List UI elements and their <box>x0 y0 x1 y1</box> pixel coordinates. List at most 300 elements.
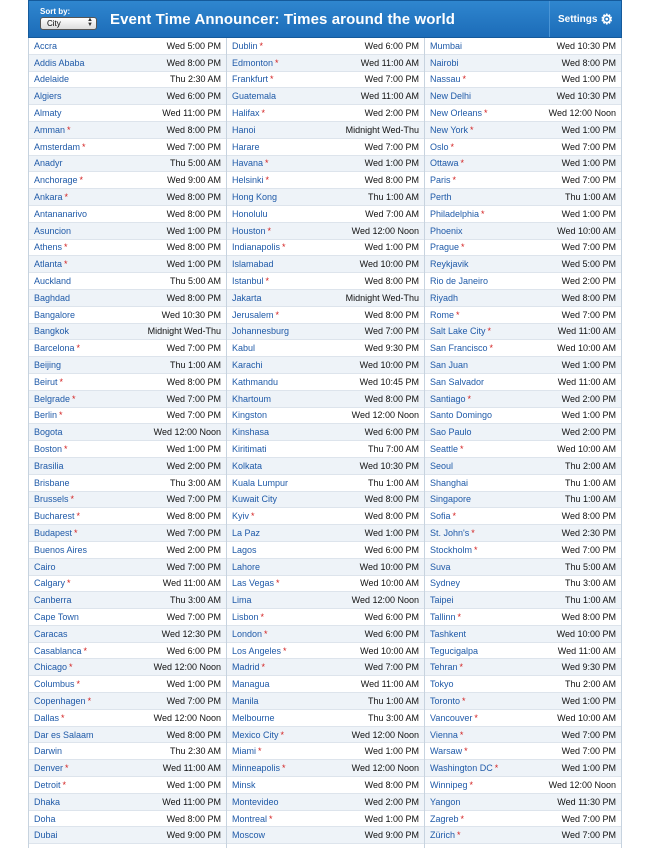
city-link[interactable]: Bucharest <box>34 511 75 522</box>
city-link[interactable]: Washington DC <box>430 763 493 774</box>
local-time: Wed 6:00 PM <box>364 427 419 438</box>
dst-marker: * <box>83 645 88 656</box>
city-link[interactable]: Atlanta <box>34 259 63 270</box>
city-link[interactable]: Winnipeg <box>430 779 468 790</box>
city-row <box>227 777 424 794</box>
city-row <box>29 156 226 173</box>
city-link[interactable]: Denver <box>34 763 64 774</box>
local-time: Wed 7:00 PM <box>561 309 616 320</box>
city-row <box>29 105 226 122</box>
city-link[interactable]: Johannesburg <box>232 326 290 337</box>
city-link[interactable]: Lahore <box>232 561 261 572</box>
local-time: Wed 12:00 Noon <box>153 662 221 673</box>
city-link[interactable]: Salt Lake City <box>430 326 486 337</box>
city-row <box>29 55 226 72</box>
city-cell <box>430 259 469 269</box>
city-link[interactable]: Prague <box>430 242 460 253</box>
local-time: Thu 2:00 AM <box>564 679 616 690</box>
dst-marker: * <box>450 141 455 152</box>
city-link[interactable]: Mumbai <box>430 40 463 51</box>
local-time: Thu 1:00 AM <box>169 360 221 371</box>
city-cell <box>232 444 267 454</box>
city-row <box>29 357 226 374</box>
city-link[interactable]: Dublin <box>232 40 258 51</box>
city-row <box>425 777 621 794</box>
gear-icon: ⚙ <box>600 11 613 27</box>
city-link[interactable]: Lisbon <box>232 611 259 622</box>
city-cell <box>430 612 461 622</box>
city-link[interactable]: Athens <box>34 242 63 253</box>
city-link[interactable]: Tokyo <box>430 679 454 690</box>
city-row <box>425 492 621 509</box>
local-time: Wed 1:00 PM <box>166 225 221 236</box>
city-row <box>425 391 621 408</box>
city-row <box>227 324 424 341</box>
city-link[interactable]: Riyadh <box>430 292 459 303</box>
city-cell <box>34 310 75 320</box>
city-link[interactable]: London <box>232 628 263 639</box>
city-cell <box>430 528 475 538</box>
dst-marker: * <box>474 544 478 555</box>
city-link[interactable]: Lima <box>232 595 252 606</box>
city-row <box>227 458 424 475</box>
city-row <box>227 189 424 206</box>
dst-marker: * <box>484 108 488 119</box>
city-link[interactable]: San Salvador <box>430 376 485 387</box>
dst-marker: * <box>82 141 86 152</box>
city-link[interactable]: Brisbane <box>34 477 70 488</box>
local-time: Wed 10:00 PM <box>359 259 419 270</box>
local-time: Wed 10:00 PM <box>556 628 616 639</box>
city-link[interactable]: Columbus <box>34 679 75 690</box>
city-link[interactable]: Almaty <box>34 108 62 119</box>
local-time: Wed 5:00 PM <box>166 40 221 51</box>
city-cell <box>232 343 255 353</box>
city-link[interactable]: Algiers <box>34 91 62 102</box>
city-link[interactable]: Tehran <box>430 662 458 673</box>
city-link[interactable]: Las Vegas <box>232 578 275 589</box>
city-link[interactable]: Buenos Aires <box>34 544 88 555</box>
local-time: Wed 1:00 PM <box>166 259 221 270</box>
city-row <box>227 576 424 593</box>
local-time: Thu 1:00 AM <box>367 477 419 488</box>
city-link[interactable]: New York <box>430 124 469 135</box>
city-link[interactable]: Nassau <box>430 74 461 85</box>
city-link[interactable]: Kinshasa <box>232 427 270 438</box>
city-link[interactable]: Suva <box>430 561 451 572</box>
local-time: Wed 7:00 PM <box>561 242 616 253</box>
city-link[interactable]: Perth <box>430 192 452 203</box>
city-link[interactable]: Nairobi <box>430 57 459 68</box>
dst-marker: * <box>275 309 280 320</box>
local-time: Thu 2:00 AM <box>564 460 616 471</box>
city-link[interactable]: Accra <box>34 40 58 51</box>
city-link[interactable]: Kuala Lumpur <box>232 477 289 488</box>
local-time: Wed 1:00 PM <box>364 813 419 824</box>
city-cell <box>430 175 456 185</box>
city-row <box>29 475 226 492</box>
city-cell <box>34 293 70 303</box>
city-link[interactable]: Amman <box>34 124 66 135</box>
city-cell <box>232 696 259 706</box>
city-row <box>29 525 226 542</box>
city-link[interactable]: Khartoum <box>232 393 272 404</box>
city-cell <box>430 293 458 303</box>
city-row <box>227 676 424 693</box>
city-link[interactable]: Seoul <box>430 460 454 471</box>
city-cell <box>430 629 466 639</box>
dst-marker: * <box>481 208 485 219</box>
city-link[interactable]: Asuncion <box>34 225 72 236</box>
city-cell <box>232 91 276 101</box>
city-link[interactable]: Caracas <box>34 628 68 639</box>
city-link[interactable]: Honolulu <box>232 208 268 219</box>
dst-marker: * <box>470 124 474 135</box>
city-link[interactable]: Hong Kong <box>232 192 278 203</box>
city-link[interactable]: Belgrade <box>34 393 71 404</box>
local-time: Wed 7:00 PM <box>561 175 616 186</box>
city-row <box>227 727 424 744</box>
city-link[interactable]: La Paz <box>232 528 261 538</box>
city-row <box>29 760 226 777</box>
city-link[interactable]: Kiritimati <box>232 444 267 455</box>
city-row <box>425 240 621 257</box>
city-cell <box>430 410 492 420</box>
city-cell <box>232 226 271 236</box>
city-link[interactable]: Antananarivo <box>34 208 88 219</box>
local-time: Thu 1:00 AM <box>367 192 419 203</box>
city-link[interactable]: Doha <box>34 813 56 824</box>
local-time: Thu 1:00 AM <box>564 192 616 203</box>
local-time: Wed 8:00 PM <box>166 376 221 387</box>
local-time: Wed 9:30 PM <box>561 662 616 673</box>
city-link[interactable]: Copenhagen <box>34 695 86 706</box>
city-cell <box>430 662 463 672</box>
local-time: Wed 10:00 AM <box>557 712 616 723</box>
city-link[interactable]: Montreal <box>232 813 268 824</box>
city-link[interactable]: Anchorage <box>34 175 78 186</box>
dst-marker: * <box>264 628 268 639</box>
city-cell <box>232 427 269 437</box>
city-link[interactable]: Taipei <box>430 595 454 606</box>
city-cell <box>430 478 468 488</box>
dst-marker: * <box>261 108 266 119</box>
city-link[interactable]: Paris <box>430 175 451 186</box>
city-row <box>227 88 424 105</box>
city-row <box>29 324 226 341</box>
city-link[interactable]: Harare <box>232 141 260 152</box>
local-time: Wed 8:00 PM <box>166 192 221 203</box>
city-link[interactable]: Tashkent <box>430 628 467 639</box>
city-link[interactable]: Singapore <box>430 494 472 505</box>
city-link[interactable]: Edmonton <box>232 57 274 68</box>
city-cell <box>430 511 456 521</box>
city-link[interactable]: Jakarta <box>232 292 262 303</box>
city-link[interactable]: Cairo <box>34 561 56 572</box>
city-link[interactable]: Dar es Salaam <box>34 729 94 740</box>
city-link[interactable]: Zagreb <box>430 813 459 824</box>
city-link[interactable]: Montevideo <box>232 796 279 807</box>
city-link[interactable]: Adelaide <box>34 74 70 85</box>
sort-select[interactable] <box>40 17 97 30</box>
dst-marker: * <box>452 511 457 522</box>
city-link[interactable]: Phoenix <box>430 225 463 236</box>
city-link[interactable]: Kuwait City <box>232 494 278 505</box>
city-link[interactable]: Kyiv <box>232 511 250 522</box>
city-cell <box>430 763 498 773</box>
city-cell <box>232 74 274 84</box>
city-link[interactable]: Havana <box>232 158 264 169</box>
city-link[interactable]: Yangon <box>430 796 461 807</box>
city-cell <box>34 746 62 756</box>
dst-marker: * <box>258 746 262 757</box>
city-row <box>227 508 424 525</box>
city-cell <box>34 629 68 639</box>
city-link[interactable]: Dallas <box>34 712 60 723</box>
dst-marker: * <box>460 158 465 169</box>
city-link[interactable]: Melbourne <box>232 712 275 723</box>
city-link[interactable]: Calgary <box>34 578 66 589</box>
local-time: Wed 11:00 AM <box>557 376 616 387</box>
local-time: Wed 8:00 PM <box>364 276 419 287</box>
city-link[interactable]: Islamabad <box>232 259 274 270</box>
local-time: Thu 1:00 AM <box>367 695 419 706</box>
city-row <box>227 122 424 139</box>
city-link[interactable]: Managua <box>232 679 270 690</box>
city-link[interactable]: Kingston <box>232 410 268 421</box>
city-row <box>425 727 621 744</box>
city-cell <box>232 830 265 840</box>
city-row <box>29 72 226 89</box>
city-link[interactable]: Tallinn <box>430 611 456 622</box>
city-link[interactable]: Houston <box>232 225 266 236</box>
city-link[interactable]: Karachi <box>232 360 263 371</box>
city-row <box>227 139 424 156</box>
city-link[interactable]: Sofia <box>430 511 451 522</box>
city-link[interactable]: Dhaka <box>34 796 61 807</box>
city-link[interactable]: Bangkok <box>34 326 70 337</box>
city-link[interactable]: Casablanca <box>34 645 82 656</box>
local-time: Wed 12:00 Noon <box>153 712 221 723</box>
local-time: Wed 10:00 PM <box>359 561 419 572</box>
city-link[interactable]: Amsterdam <box>34 141 81 152</box>
city-row <box>29 794 226 811</box>
city-link[interactable]: Manila <box>232 695 259 706</box>
city-link[interactable]: Addis Ababa <box>34 57 85 68</box>
city-link[interactable]: Moscow <box>232 830 266 841</box>
city-row <box>29 542 226 559</box>
city-row <box>425 827 621 844</box>
city-cell <box>34 259 68 269</box>
dst-marker: * <box>457 611 462 622</box>
city-link[interactable]: Zürich <box>430 830 456 841</box>
city-link[interactable]: Shanghai <box>430 477 469 488</box>
city-link[interactable]: Detroit <box>34 779 61 790</box>
local-time: Wed 10:00 AM <box>360 578 419 589</box>
city-link[interactable]: Darwin <box>34 746 63 757</box>
city-link[interactable]: Tegucigalpa <box>430 645 479 656</box>
city-cell <box>232 410 267 420</box>
city-link[interactable]: San Francisco <box>430 343 488 354</box>
city-link[interactable]: Sydney <box>430 578 461 589</box>
city-link[interactable]: Toronto <box>430 695 461 706</box>
city-link[interactable]: Dubai <box>34 830 58 841</box>
dst-marker: * <box>283 645 287 656</box>
dst-marker: * <box>464 746 468 757</box>
city-cell <box>34 410 63 420</box>
city-link[interactable]: Seattle <box>430 444 459 455</box>
city-cell <box>34 242 68 252</box>
city-link[interactable]: Minneapolis <box>232 763 281 774</box>
city-link[interactable]: Berlin <box>34 410 58 421</box>
city-cell <box>232 142 260 152</box>
city-link[interactable]: Miami <box>232 746 256 757</box>
city-link[interactable]: Vancouver <box>430 712 473 723</box>
city-row <box>227 340 424 357</box>
city-cell <box>232 629 268 639</box>
city-row <box>425 508 621 525</box>
local-time: Thu 1:00 AM <box>564 494 616 505</box>
city-row <box>227 475 424 492</box>
city-link[interactable]: Los Angeles <box>232 645 282 656</box>
city-link[interactable]: Brasilia <box>34 460 64 471</box>
city-link[interactable]: Brussels <box>34 494 69 505</box>
city-row <box>425 542 621 559</box>
local-time: Wed 11:30 PM <box>557 796 616 807</box>
city-cell <box>34 511 80 521</box>
city-link[interactable]: Reykjavik <box>430 259 469 270</box>
city-link[interactable]: Rome <box>430 309 455 320</box>
city-link[interactable]: Cape Town <box>34 611 79 622</box>
dst-marker: * <box>494 763 499 774</box>
city-link[interactable]: St. John's <box>430 528 470 538</box>
city-link[interactable]: Jerusalem <box>232 309 274 320</box>
settings-button[interactable] <box>549 1 621 37</box>
city-link[interactable]: Barcelona <box>34 343 75 354</box>
city-link[interactable]: Kathmandu <box>232 376 279 387</box>
dst-marker: * <box>474 712 478 723</box>
city-cell <box>34 276 71 286</box>
city-cell <box>430 646 478 656</box>
local-time: Wed 7:00 PM <box>364 326 419 337</box>
city-row <box>227 693 424 710</box>
city-row <box>425 475 621 492</box>
dst-marker: * <box>462 74 467 85</box>
dst-marker: * <box>261 662 266 673</box>
city-cell <box>430 343 493 353</box>
local-time: Thu 3:00 AM <box>564 578 616 589</box>
city-link[interactable]: Istanbul <box>232 276 264 287</box>
city-row <box>227 256 424 273</box>
city-link[interactable]: Vienna <box>430 729 458 740</box>
city-link[interactable]: Indianapolis <box>232 242 281 253</box>
local-time: Wed 8:00 PM <box>166 124 221 135</box>
city-link[interactable]: San Juan <box>430 360 469 371</box>
dst-marker: * <box>460 444 464 455</box>
dst-marker: * <box>467 393 472 404</box>
local-time: Wed 1:00 PM <box>364 242 419 253</box>
city-row <box>29 576 226 593</box>
page-title: Event Time Announcer: Times around the world <box>110 11 456 28</box>
city-link[interactable]: Budapest <box>34 528 73 538</box>
local-time: Wed 7:00 PM <box>561 746 616 757</box>
city-link[interactable]: Minsk <box>232 779 256 790</box>
city-link[interactable]: Sao Paulo <box>430 427 472 438</box>
dst-marker: * <box>59 376 64 387</box>
city-link[interactable]: Lagos <box>232 544 257 555</box>
city-row <box>227 307 424 324</box>
city-row <box>425 122 621 139</box>
city-link[interactable]: Beirut <box>34 376 58 387</box>
city-link[interactable]: Madrid <box>232 662 260 673</box>
city-cell <box>232 646 287 656</box>
city-cell <box>430 578 460 588</box>
city-row <box>425 290 621 307</box>
city-row <box>425 693 621 710</box>
local-time: Wed 11:00 AM <box>557 645 616 656</box>
city-link[interactable]: Rio de Janeiro <box>430 276 489 287</box>
city-row <box>227 72 424 89</box>
city-link[interactable]: Bogota <box>34 427 63 438</box>
city-link[interactable]: Kolkata <box>232 460 263 471</box>
city-link[interactable]: Stockholm <box>430 544 473 555</box>
city-row <box>227 643 424 660</box>
city-link[interactable]: Baghdad <box>34 292 71 303</box>
city-link[interactable]: Frankfurt <box>232 74 269 85</box>
city-link[interactable]: Canberra <box>34 595 72 606</box>
dst-marker: * <box>265 158 269 169</box>
local-time: Wed 1:00 PM <box>166 779 221 790</box>
city-link[interactable]: New Orleans <box>430 108 483 119</box>
city-link[interactable]: Santiago <box>430 393 466 404</box>
city-row <box>227 38 424 55</box>
city-cell <box>430 276 488 286</box>
city-link[interactable]: Bangalore <box>34 309 76 320</box>
city-link[interactable]: Boston <box>34 444 63 455</box>
dst-marker: * <box>460 813 465 824</box>
city-cell <box>430 41 462 51</box>
city-link[interactable]: Helsinki <box>232 175 264 186</box>
local-time: Wed 1:00 PM <box>364 158 419 169</box>
city-link[interactable]: Guatemala <box>232 91 277 102</box>
city-link[interactable]: Kabul <box>232 343 256 354</box>
city-link[interactable]: Warsaw <box>430 746 463 757</box>
local-time: Wed 8:00 PM <box>364 175 419 186</box>
city-link[interactable]: Beijing <box>34 360 62 371</box>
city-row <box>425 408 621 425</box>
city-link[interactable]: Mexico City <box>232 729 279 740</box>
city-link[interactable]: Halifax <box>232 108 260 119</box>
city-row <box>227 223 424 240</box>
city-link[interactable]: Chicago <box>34 662 68 673</box>
city-link[interactable]: Philadelphia <box>430 208 480 219</box>
city-link[interactable]: Hanoi <box>232 124 256 135</box>
city-row <box>425 760 621 777</box>
local-time: Wed 8:00 PM <box>166 511 221 522</box>
city-link[interactable]: New Delhi <box>430 91 472 102</box>
city-link[interactable]: Santo Domingo <box>430 410 493 421</box>
city-row <box>29 508 226 525</box>
city-cell <box>34 226 71 236</box>
city-cell <box>232 780 256 790</box>
city-link[interactable]: Anadyr <box>34 158 63 169</box>
city-link[interactable]: Ankara <box>34 192 63 203</box>
city-link[interactable]: Ottawa <box>430 158 459 169</box>
city-link[interactable]: Oslo <box>430 141 449 152</box>
city-row <box>425 743 621 760</box>
city-row <box>425 676 621 693</box>
city-link[interactable]: Auckland <box>34 276 72 287</box>
